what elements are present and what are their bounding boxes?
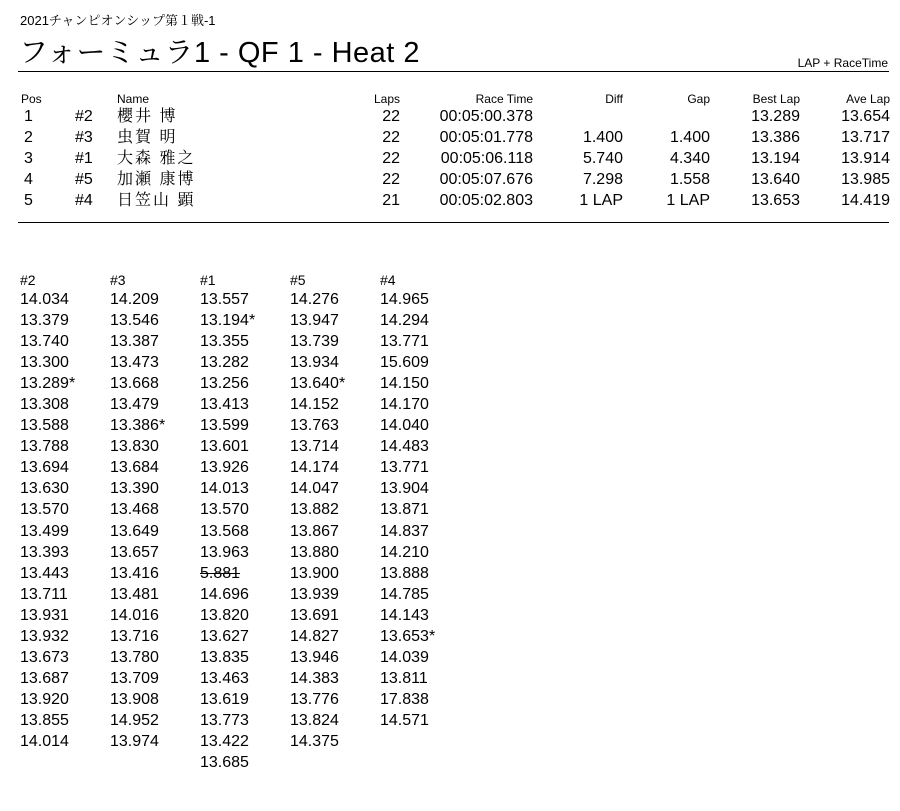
lap-time [290,394,380,415]
lap-time-value: 14.039 [380,648,429,666]
lap-time-value: 13.740 [20,333,69,351]
lap-time [200,668,290,689]
lap-time-value: 13.763 [290,417,339,435]
lap-time-value: 13.443 [20,564,69,582]
lap-time-value: 13.481 [110,585,159,603]
lap-time-value: 13.422 [200,732,249,750]
lap-column [380,272,470,731]
lap-time-value: 14.150 [380,375,429,393]
lap-column [290,272,380,752]
result-race-time: 00:05:07.676 [439,171,533,188]
lap-time [380,563,470,584]
lap-time [290,521,380,542]
lap-time-value: 13.289* [20,375,76,393]
lap-time [20,331,110,352]
lap-time [200,605,290,626]
result-pos: 1 [24,108,33,125]
lap-time-value: 13.709 [110,669,159,687]
result-laps: 22 [382,129,400,146]
lap-time [110,584,200,605]
lap-time-value: 13.256 [200,375,249,393]
lap-time-value: 14.040 [380,417,429,435]
lap-time-value: 13.673 [20,648,69,666]
lap-time-value: 13.499 [20,522,69,540]
lap-time-value: 13.649 [110,522,159,540]
lap-time [110,394,200,415]
lap-column-car-number: #1 [200,272,216,288]
lap-time-value: 13.588 [20,417,69,435]
lap-time-value: 13.657 [110,543,159,561]
result-gap: 1.558 [669,171,710,188]
result-pos: 3 [24,150,33,167]
lap-time [20,457,110,478]
lap-time [110,436,200,457]
lap-time-value: 14.016 [110,606,159,624]
lap-time-value: 14.170 [380,396,429,414]
lap-time [200,584,290,605]
lap-time [200,499,290,520]
lap-time-value: 15.609 [380,354,429,372]
lap-time [200,542,290,563]
result-ave-lap: 13.914 [841,150,890,167]
result-diff: 5.740 [582,150,623,167]
lap-time [110,605,200,626]
lap-time [110,289,200,310]
header-divider [18,71,889,72]
lap-time [20,668,110,689]
result-best-lap: 13.640 [751,171,800,188]
result-ave-lap: 13.717 [841,129,890,146]
col-pos-header: Pos [21,92,42,106]
lap-time [110,415,200,436]
lap-time [200,752,290,773]
lap-time-value: 13.387 [110,333,159,351]
result-race-time: 00:05:00.378 [439,108,533,125]
lap-time [290,626,380,647]
lap-time-value: 13.835 [200,648,249,666]
result-no: #5 [75,171,93,188]
lap-time [380,542,470,563]
lap-time-value: 13.820 [200,606,249,624]
col-gap-header: Gap [687,92,710,106]
lap-time [110,499,200,520]
result-laps: 21 [382,192,400,209]
lap-time [110,310,200,331]
lap-time-value: 13.463 [200,669,249,687]
result-pos: 5 [24,192,33,209]
col-best-lap-header: Best Lap [752,92,800,106]
lap-time-value: 13.390 [110,480,159,498]
lap-time [290,647,380,668]
lap-time-value: 13.599 [200,417,249,435]
result-race-time: 00:05:06.118 [440,150,533,167]
lap-time-value: 13.194* [200,312,256,330]
lap-time-value: 13.627 [200,627,249,645]
lap-time-value: 14.152 [290,396,339,414]
lap-time [20,710,110,731]
result-row [18,170,890,191]
lap-time-value: 13.714 [290,438,339,456]
lap-time [380,647,470,668]
col-ave-lap-header: Ave Lap [846,92,890,106]
lap-time [110,668,200,689]
lap-time-value: 13.880 [290,543,339,561]
timing-mode-label: LAP + RaceTime [797,56,888,70]
lap-time-value: 14.034 [20,291,69,308]
lap-time [380,415,470,436]
result-ave-lap: 13.985 [841,171,890,188]
lap-time-value: 13.716 [110,627,159,645]
lap-time-value: 13.900 [290,564,339,582]
lap-time [110,710,200,731]
lap-time [290,542,380,563]
result-pos: 4 [24,171,33,188]
lap-time [200,521,290,542]
lap-time [380,668,470,689]
result-name: 櫻井 博 [117,108,178,125]
lap-time [380,352,470,373]
lap-time-value: 14.696 [200,585,249,603]
lap-time [110,731,200,752]
lap-time [110,352,200,373]
lap-time-value: 14.047 [290,480,339,498]
lap-time [200,647,290,668]
lap-time-value: 13.811 [380,669,428,687]
lap-time-value: 14.837 [380,522,429,540]
lap-time [110,647,200,668]
lap-time [380,394,470,415]
lap-time-value: 13.932 [20,627,69,645]
lap-time [110,521,200,542]
lap-time [20,605,110,626]
lap-time-value: 13.711 [20,585,68,603]
lap-column-car-number: #4 [380,272,396,288]
lap-time-value: 13.824 [290,711,339,729]
lap-time-value: 13.963 [200,543,249,561]
result-row [18,149,890,170]
lap-time-value: 13.867 [290,522,339,540]
lap-time-value: 13.771 [380,333,429,351]
result-best-lap: 13.289 [751,108,800,125]
lap-time [110,563,200,584]
lap-time [380,584,470,605]
lap-time [20,499,110,520]
result-laps: 22 [382,108,400,125]
lap-time-value: 14.013 [200,480,249,498]
col-name-header: Name [117,92,150,106]
lap-time [20,373,110,394]
lap-time [110,626,200,647]
lap-time-value: 13.904 [380,480,429,498]
lap-time [20,689,110,710]
lap-time-value: 13.568 [200,522,249,540]
lap-time [20,352,110,373]
lap-time-value: 13.776 [290,690,339,708]
lap-time-value: 13.855 [20,711,69,729]
lap-time-value: 13.687 [20,669,69,687]
lap-time-value: 13.926 [200,459,249,477]
lap-time-value: 14.965 [380,291,429,308]
result-race-time: 00:05:02.803 [439,192,533,209]
result-laps: 22 [382,150,400,167]
lap-time-value: 14.571 [380,711,429,729]
lap-time [20,584,110,605]
result-diff: 1.400 [582,129,623,146]
lap-time [20,521,110,542]
lap-time [20,289,110,310]
lap-time [200,331,290,352]
lap-time-value: 13.694 [20,459,69,477]
lap-time-value: 13.300 [20,354,69,372]
lap-time [110,331,200,352]
lap-time [380,689,470,710]
lap-time [290,457,380,478]
col-diff-header: Diff [605,92,623,106]
lap-time [20,394,110,415]
col-race-time-header: Race Time [475,92,533,106]
lap-time-value: 13.974 [110,732,159,750]
lap-time [20,478,110,499]
lap-time-value: 14.210 [380,543,429,561]
lap-time [380,373,470,394]
lap-time-value: 13.946 [290,648,339,666]
result-no: #2 [75,108,93,125]
result-laps: 22 [382,171,400,188]
result-no: #3 [75,129,93,146]
result-ave-lap: 14.419 [841,192,890,209]
result-no: #1 [75,150,93,167]
lap-time [20,542,110,563]
lap-time-value: 14.209 [110,291,159,308]
lap-time-value: 13.473 [110,354,159,372]
result-name: 加瀬 康博 [117,171,196,188]
lap-column-car-number: #5 [290,272,306,288]
result-row [18,128,890,149]
lap-time [380,626,470,647]
lap-time [290,731,380,752]
lap-time [290,668,380,689]
lap-time [380,499,470,520]
lap-time-value: 13.934 [290,354,339,372]
lap-time-value: 14.014 [20,732,69,750]
lap-time-value: 13.570 [20,501,69,519]
lap-time [380,331,470,352]
lap-time-value: 13.546 [110,312,159,330]
lap-time-value: 13.739 [290,333,339,351]
lap-time-value: 13.947 [290,312,339,330]
results-divider [18,222,889,223]
lap-time-value: 13.668 [110,375,159,393]
lap-time [380,521,470,542]
lap-time-value: 13.691 [290,606,339,624]
lap-time-value: 14.383 [290,669,339,687]
lap-time-value: 13.640* [290,375,346,393]
lap-time-value: 14.174 [290,459,339,477]
lap-time [380,310,470,331]
lap-time [200,689,290,710]
result-diff: 7.298 [582,171,623,188]
lap-time [20,731,110,752]
lap-time-value: 14.276 [290,291,339,308]
lap-time-value: 14.143 [380,606,429,624]
lap-time [200,394,290,415]
lap-time-value: 14.785 [380,585,429,603]
lap-time-value: 13.308 [20,396,69,414]
lap-time [200,478,290,499]
lap-time [290,289,380,310]
lap-time-value: 14.294 [380,312,429,330]
result-row [18,191,890,212]
lap-time [290,605,380,626]
lap-time-value: 13.386* [110,417,166,435]
lap-column-car-number: #3 [110,272,126,288]
lap-time [290,373,380,394]
lap-time-value: 14.483 [380,438,429,456]
lap-time-value: 14.375 [290,732,339,750]
lap-time [290,710,380,731]
lap-time [290,499,380,520]
lap-time [290,563,380,584]
col-laps-header: Laps [373,92,400,106]
result-name: 大森 雅之 [117,150,196,167]
lap-time-value: 13.920 [20,690,69,708]
result-no: #4 [75,192,93,209]
lap-time [290,436,380,457]
lap-time-value: 13.379 [20,312,69,330]
lap-time-value: 13.882 [290,501,339,519]
lap-time-value: 13.771 [380,459,429,477]
lap-time [200,626,290,647]
lap-time [110,478,200,499]
lap-time-value: 13.888 [380,564,429,582]
lap-time [20,436,110,457]
lap-time [110,457,200,478]
lap-time [380,289,470,310]
lap-time-value: 14.827 [290,627,339,645]
lap-time-value: 13.570 [200,501,249,519]
lap-time [110,373,200,394]
lap-time [380,457,470,478]
lap-time [380,478,470,499]
lap-time [200,436,290,457]
lap-time [110,689,200,710]
lap-time [200,731,290,752]
result-gap: 4.340 [669,150,710,167]
lap-time-value: 13.479 [110,396,159,414]
lap-time [290,689,380,710]
lap-time-value: 13.282 [200,354,249,372]
lap-time-value: 13.788 [20,438,69,456]
results-body [18,107,890,212]
result-gap: 1.400 [669,129,710,146]
result-name: 虫賀 明 [117,129,178,146]
result-best-lap: 13.386 [751,129,800,146]
lap-time [200,352,290,373]
lap-time-value: 5.881 [200,564,241,582]
lap-time-value: 13.773 [200,711,249,729]
lap-time [200,415,290,436]
lap-time [200,457,290,478]
lap-time [380,605,470,626]
lap-time-value: 13.780 [110,648,159,666]
lap-time-value: 13.908 [110,690,159,708]
results-header-row [18,92,890,108]
lap-column [200,272,290,773]
lap-time [110,542,200,563]
lap-time [20,647,110,668]
result-row [18,107,890,128]
race-title: フォーミュラ1 - QF 1 - Heat 2 [19,37,421,69]
lap-time-value: 13.653* [380,627,436,645]
lap-time [200,710,290,731]
lap-time-value: 13.393 [20,543,69,561]
lap-time [20,310,110,331]
lap-time-value: 13.684 [110,459,159,477]
result-diff: 1 LAP [579,192,623,209]
result-race-time: 00:05:01.778 [439,129,533,146]
lap-time-value: 13.685 [200,754,249,772]
lap-time-value: 13.619 [200,690,249,708]
result-ave-lap: 13.654 [841,108,890,125]
result-best-lap: 13.653 [751,192,800,209]
lap-time-value: 13.871 [380,501,429,519]
lap-time [290,415,380,436]
lap-time-value: 13.355 [200,333,249,351]
lap-time-value: 13.601 [200,438,249,456]
lap-time-value: 13.931 [20,606,69,624]
result-pos: 2 [24,129,33,146]
lap-time [290,352,380,373]
result-name: 日笠山 顕 [117,192,196,209]
lap-time [380,436,470,457]
lap-time [200,289,290,310]
lap-column [110,272,200,752]
lap-time [20,626,110,647]
lap-time [290,331,380,352]
result-gap: 1 LAP [666,192,710,209]
lap-time [380,710,470,731]
lap-time [290,310,380,331]
lap-time [200,373,290,394]
result-best-lap: 13.194 [751,150,800,167]
lap-column [20,272,110,752]
lap-time-value: 13.630 [20,480,69,498]
event-title: 2021チャンピオンシップ第１戦-1 [20,13,216,28]
lap-time-value: 13.468 [110,501,159,519]
lap-time-value: 17.838 [380,690,429,708]
lap-time-value: 13.830 [110,438,159,456]
lap-time [290,478,380,499]
lap-time-value: 14.952 [110,711,159,729]
lap-column-car-number: #2 [20,272,36,288]
lap-time-value: 13.557 [200,291,249,308]
lap-time-value: 13.939 [290,585,339,603]
lap-time-value: 13.416 [110,564,159,582]
lap-time [20,563,110,584]
lap-time-value: 13.413 [200,396,249,414]
lap-time-struck [200,563,290,584]
lap-time [200,310,290,331]
results-table [18,92,890,212]
lap-time [20,415,110,436]
lap-time [290,584,380,605]
